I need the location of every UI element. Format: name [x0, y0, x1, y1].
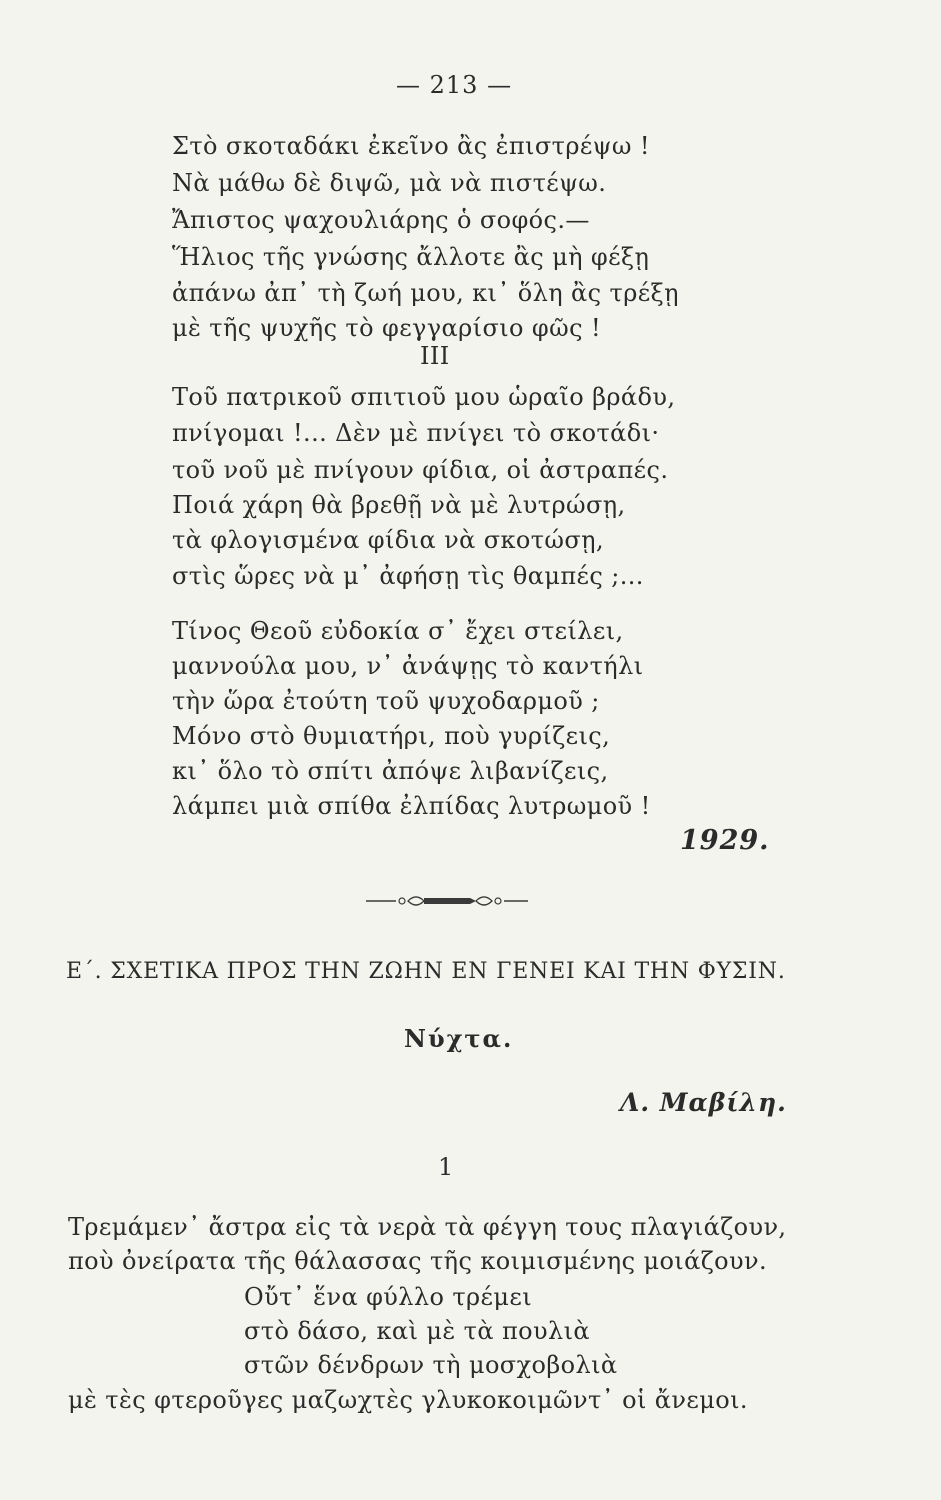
verse-line: κι᾿ ὅλο τὸ σπίτι ἀπόψε λιβανίζεις, — [172, 757, 609, 785]
section-roman-numeral: III — [420, 342, 450, 370]
verse-line: λάμπει μιὰ σπίθα ἐλπίδας λυτρωμοῦ ! — [172, 792, 651, 820]
stanza-number: 1 — [438, 1153, 454, 1181]
verse-line: Τίνος Θεοῦ εὐδοκία σ᾿ ἔχει στείλει, — [172, 617, 624, 645]
poem-author: Λ. Μαβίλη. — [620, 1088, 787, 1117]
verse-line: Μόνο στὸ θυμιατήρι, ποὺ γυρίζεις, — [172, 722, 611, 750]
verse-line: μὲ τὲς φτεροῦγες μαζωχτὲς γλυκοκοιμῶντ᾿ οἱ ἄνεμοι. — [68, 1386, 748, 1414]
verse-line: πνίγομαι !... Δὲν μὲ πνίγει τὸ σκοτάδι· — [172, 419, 660, 447]
verse-line: μαννούλα μου, ν᾿ ἀνάψῃς τὸ καντήλι — [172, 652, 644, 680]
verse-line: ἀπάνω ἀπ᾿ τὴ ζωή μου, κι᾿ ὅλη ἂς τρέξῃ — [172, 279, 679, 307]
verse-line: Ποιά χάρη θὰ βρεθῇ νὰ μὲ λυτρώσῃ, — [172, 491, 626, 519]
verse-line: στὸ δάσο, καὶ μὲ τὰ πουλιὰ — [244, 1317, 590, 1345]
verse-line: στὶς ὥρες νὰ μ᾿ ἀφήσῃ τὶς θαμπές ;... — [172, 562, 644, 590]
poem-title: Νύχτα. — [404, 1024, 514, 1053]
verse-line: μὲ τῆς ψυχῆς τὸ φεγγαρίσιο φῶς ! — [172, 314, 602, 342]
verse-line: Ἥλιος τῆς γνώσης ἄλλοτε ἂς μὴ φέξῃ — [172, 243, 650, 271]
poem-date: 1929. — [680, 825, 770, 856]
verse-line: τὴν ὥρα ἐτούτη τοῦ ψυχοδαρμοῦ ; — [172, 687, 600, 715]
verse-line: ποὺ ὀνείρατα τῆς θάλασσας τῆς κοιμισμένης μοιάζουν. — [68, 1247, 767, 1275]
page-number: — 213 — — [396, 71, 513, 99]
verse-line: τοῦ νοῦ μὲ πνίγουν φίδια, οἱ ἀστραπές. — [172, 456, 669, 484]
verse-line: Οὔτ᾿ ἕνα φύλλο τρέμει — [244, 1283, 533, 1311]
verse-line: Τοῦ πατρικοῦ σπιτιοῦ μου ὡραῖο βράδυ, — [172, 383, 676, 411]
verse-line: Στὸ σκοταδάκι ἐκεῖνο ἂς ἐπιστρέψω ! — [172, 132, 650, 160]
verse-line: τὰ φλογισμένα φίδια νὰ σκοτώσῃ, — [172, 526, 604, 554]
verse-line: Ἄπιστος ψαχουλιάρης ὁ σοφός.— — [172, 206, 590, 234]
section-heading: Ε΄. ΣΧΕΤΙΚΑ ΠΡΟΣ ΤΗΝ ΖΩΗΝ ΕΝ ΓΕΝΕΙ ΚΑΙ ΤΗΝ ΦΥΣΙΝ. — [66, 959, 786, 984]
verse-line: Τρεμάμεν᾿ ἄστρα εἰς τὰ νερὰ τὰ φέγγη τους πλαγιάζουν, — [68, 1213, 787, 1241]
verse-line: Νὰ μάθω δὲ διψῶ, μὰ νὰ πιστέψω. — [172, 169, 607, 197]
ornament-divider-icon — [366, 890, 528, 912]
verse-line: στῶν δένδρων τὴ μοσχοβολιὰ — [244, 1351, 618, 1379]
